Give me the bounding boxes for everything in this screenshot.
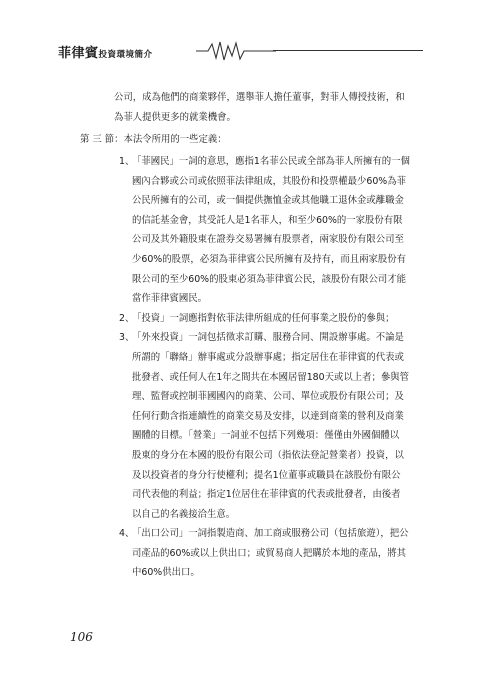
- item-line: 批發者、或任何人在1年之間共在本國居留180天或以上者；參與管: [132, 371, 409, 383]
- item-line: 公民所擁有的公司，或一個提供撫恤金或其他職工退休金或離職金: [132, 195, 404, 207]
- item-number: 1、: [119, 156, 135, 167]
- item-number: 2、: [119, 312, 135, 324]
- header-title: [58, 42, 153, 61]
- item-line: 以自己的名義接洽生意。: [132, 508, 236, 520]
- item-line: 國內合夥或公司或依照菲法律組成，其股份和投票權最少60%為菲: [132, 175, 406, 187]
- section-label: 第 三 節：: [80, 134, 124, 145]
- item-line: 當作菲律賓國民。: [132, 293, 208, 305]
- definition-item: [119, 152, 429, 309]
- item-line: 司產品的60%或以上供出口；或貿易商人把購於本地的產品，將其: [132, 547, 406, 559]
- item-line: 「菲國民」一詞的意思，應指1名菲公民或全部為菲人所擁有的一個: [132, 156, 410, 167]
- item-line: 團體的目標。「營業」一詞並不包括下列幾項：僅僅由外國個體以: [132, 430, 400, 442]
- item-line: 理、監督或控制菲國國內的商業、公司、單位或股份有限公司；及: [132, 391, 404, 403]
- intro-line: 為菲人提供更多的就業機會。: [114, 111, 236, 123]
- section-text: 本法令所用的一些定義：: [123, 134, 227, 145]
- page-number: 106: [70, 630, 93, 644]
- item-line: 及以投資者的身分行使權利；提名1位董事或職員在該股份有限公: [132, 469, 401, 481]
- item-number: 3、: [119, 332, 135, 344]
- item-line: 「出口公司」一詞指製造商、加工商或服務公司（包括旅遊），把公: [132, 528, 409, 540]
- item-line: 所謂的「聯絡」辦事處或分設辦事處；指定居住在菲律賓的代表或: [132, 351, 404, 363]
- item-line: 任何行動含指連續性的商業交易及安排，以達到商業的營利及商業: [132, 410, 404, 422]
- definition-item: [119, 309, 429, 329]
- definition-item: [119, 524, 429, 583]
- item-line: 「外來投資」一詞包括徵求訂購、服務合同、開設辦事處。不論是: [132, 332, 404, 344]
- definition-list: [119, 152, 429, 583]
- item-line: 司代表他的利益；指定1位居住在菲律賓的代表或批發者，由後者: [132, 489, 401, 501]
- item-line: 的信託基金會，其受託人是1名菲人，和至少60%的一家股份有限: [132, 214, 403, 226]
- item-number: 4、: [119, 528, 135, 540]
- item-line: 「投資」一詞應指對依菲法律所組成的任何事業之股份的參與；: [132, 312, 395, 324]
- intro-line: 公司，成為他們的商業夥伴，選舉菲人擔任董事，對菲人傳授技術，和: [114, 92, 405, 103]
- intro-paragraph: [80, 88, 425, 127]
- header-subtitle: 投資環境簡介: [98, 50, 153, 60]
- running-header: [58, 40, 423, 62]
- item-line: 股東的身分在本國的股份有限公司（指依法登記營業者）投資，以: [132, 449, 404, 461]
- item-line: 中60%供出口。: [132, 567, 200, 579]
- definition-item: [119, 328, 429, 524]
- header-title-main: 菲律賓: [58, 46, 99, 61]
- section-heading: [80, 130, 227, 150]
- item-line: 限公司的至少60%的股東必須為菲律賓公民，該股份有限公司才能: [132, 273, 406, 285]
- header-rule: [273, 50, 423, 51]
- item-line: 少60%的股票，必須為菲律賓公民所擁有及持有，而且兩家股份有: [132, 253, 406, 265]
- item-line: 公司及其外籍股東在證券交易署擁有股票者，兩家股份有限公司至: [132, 234, 404, 246]
- heartbeat-wave-icon: [196, 40, 276, 62]
